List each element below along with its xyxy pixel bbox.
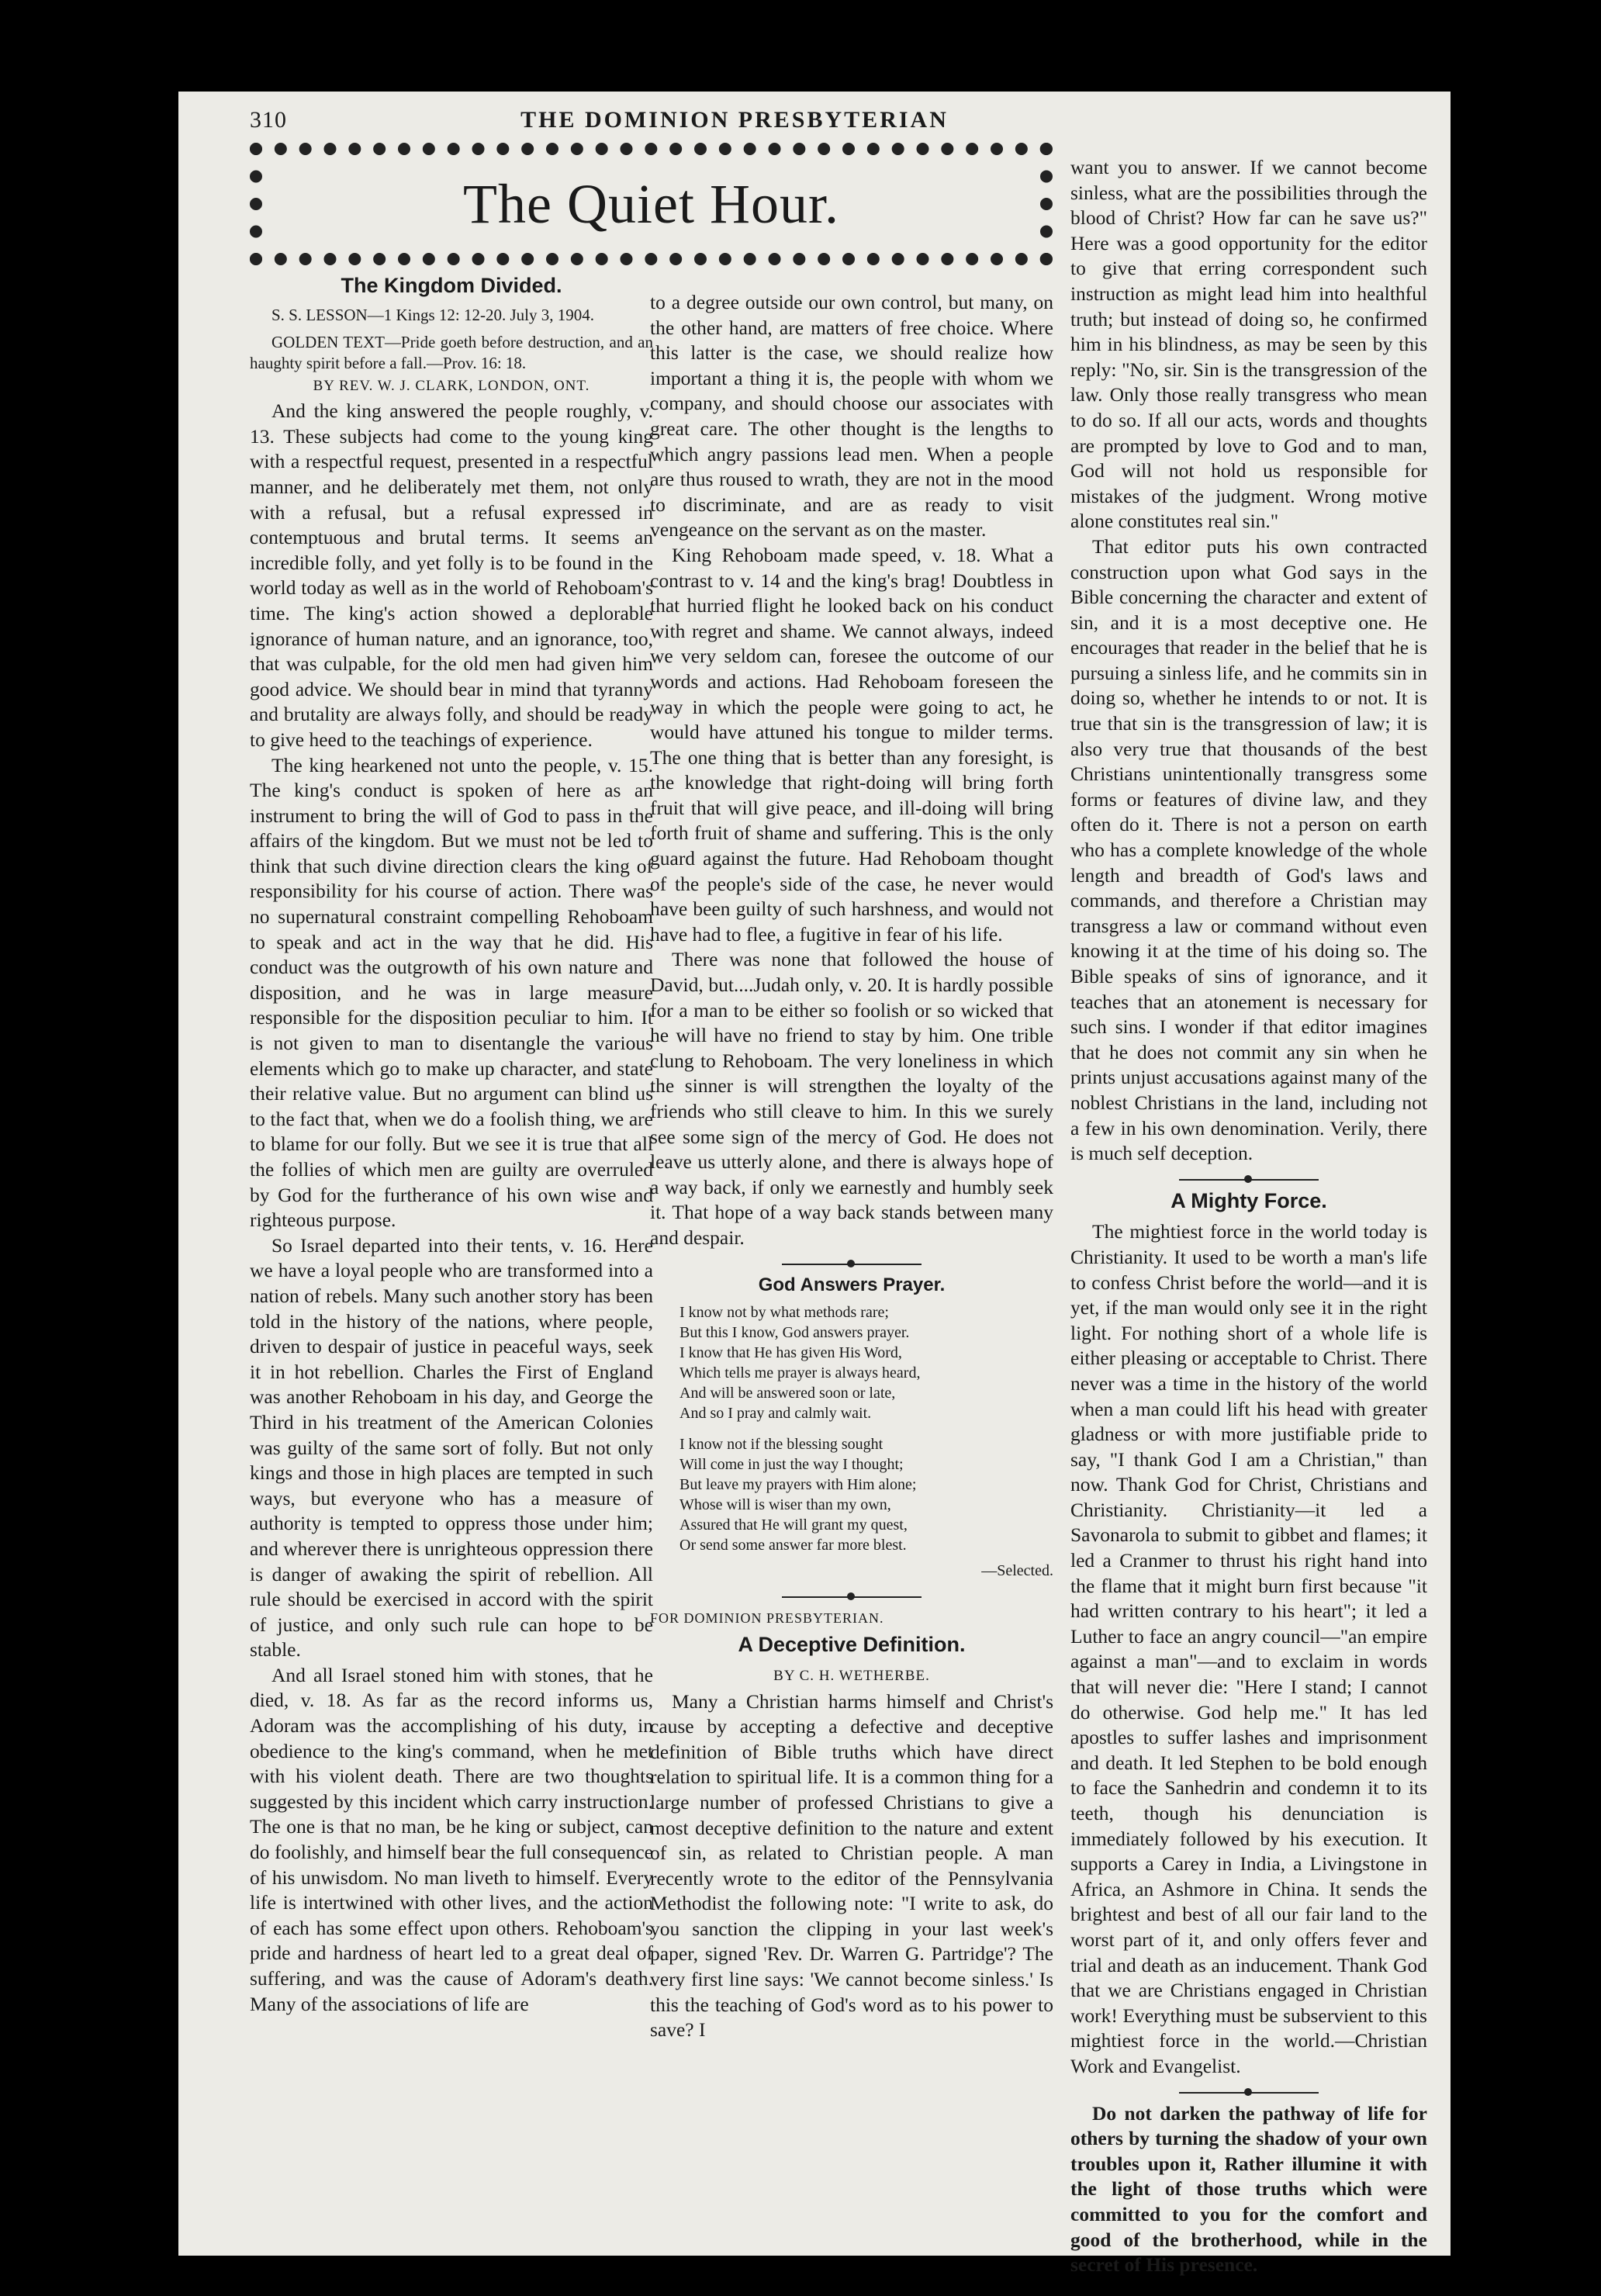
poem-line: But leave my prayers with Him alone; <box>679 1476 917 1494</box>
poem-line: Whose will is wiser than my own, <box>679 1496 891 1514</box>
paragraph: to a degree outside our own control, but many, on the other hand, are matters of free choice. Where this latter is the case, we should realize how important a thing it is, the people with whom we company, and should choose our associates with great care. The other thought is the lengths to which angry passions lead men. When a people are thus roused to wrath, they are not in the mood to discriminate, and are as ready to visit vengeance on the servant as on the master. <box>650 291 1053 541</box>
article-kicker: FOR DOMINION PRESBYTERIAN. <box>650 1610 884 1626</box>
byline-wetherbe: BY C. H. WETHERBE. <box>773 1667 930 1684</box>
paragraph: There was none that followed the house of David, but....Judah only, v. 20. It is hardly possible for a man to be either so foolish or so wicked that he will have no friend to stay by him. One trible clung to Rehoboam. The very loneliness in which the sinner is will strengthen the loyalty of the friends who still cleave to him. In this we surely see some sign of the mercy of God. He does not leave us utterly alone, and there is always hope of a way back, if only we earnestly and humbly seek it. That hope of a way back stands between many and despair. <box>650 948 1053 1249</box>
poem-line: And so I pray and calmly wait. <box>679 1405 872 1423</box>
column-3 <box>1070 155 1427 2278</box>
paragraph: Many a Christian harms himself and Christ's cause by accepting a defective and deceptive definition of Bible truths which have direct relation to spiritual life. It is a common thing for a large number of professed Christians to give a most deceptive definition to the nature and extent of sin, as related to Christian people. A man recently wrote to the editor of the Pennsylvania Methodist the following note: "I write to ask, do you sanction the clipping in your last week's paper, signed 'Rev. Dr. Warren G. Partridge'? The very first line says: 'We cannot become sinless.' Is this the teaching of God's word as to his power to save? I <box>650 1689 1053 2042</box>
poem-line: Assured that He will grant my quest, <box>679 1516 908 1534</box>
masthead: THE DOMINION PRESBYTERIAN <box>520 107 949 133</box>
closing-note: Do not darken the pathway of life for others by turning the shadow of your own troubles upon it, Rather illumine it with the light of those truths which were committed to you for the comfort and good of the brotherhood, while in the secret of His presence. <box>1070 2101 1427 2277</box>
divider <box>1179 1179 1319 1181</box>
paragraph: The mightiest force in the world today is Christianity. It used to be worth a man's life to confess Christ before the world—and it is yet, if the man would only see it in the right light. For nothing short of a whole life is either pleasing or acceptable to Christ. There never was a time in the history of the world when a man could lift his head with greater gladness or with more justifiable pride to say, "I thank God I am a Christian," than now. Thank God for Christ, Christians and Christianity. Christianity—it led a Savonarola to submit to gibbet and flames; it led a Cranmer to thrust his right hand into the flame that it might burn first because "it had written contrary to his heart"; it led a Luther to face an angry council—"an empire against a man"—and to exclaim in words that will never die: "Here I stand; I cannot do otherwise. God help me." It has led apostles to suffer lashes and imprisonment and death. It led Stephen to be bold enough to face the Sanhedrin and condemn it to its teeth, though his denunciation is immediately followed by his execution. It supports a Carey in India, a Livingstone in Africa, an Ashmore in China. It sends the brightest and best of all our fair land to the worst part of it, and only offers fever and trial and death as an inducement. Thank God that we are Christians engaged in Christian work! Everything must be subservient to this mightiest force in the world.—Christian Work and Evangelist. <box>1070 1220 1427 2077</box>
column-2 <box>650 290 1053 2043</box>
paragraph: So Israel departed into their tents, v. 16. Here we have a loyal people who are transformed into a nation of rebels. Many such another story has been told in the history of the nations, where people, driven to despair of justice in peaceful ways, seek it in hot rebellion. Charles the First of England was another Rehoboam in his day, and George the Third in his treatment of the American Colonies was guilty of the same sort of folly. But not only kings and those in high places are tempted in such ways, but everyone who has a measure of authority is tempted to oppress those under him; and wherever there is unrighteous oppression there is danger of awaking the spirit of rebellion. All rule should be exercised in accord with the spirit of justice, and only such rule can hope to be stable. <box>250 1233 653 1661</box>
poem-title: God Answers Prayer. <box>758 1274 946 1295</box>
article-title-mighty-force: A Mighty Force. <box>1170 1188 1327 1212</box>
poem-line: Or send some answer far more blest. <box>679 1537 907 1554</box>
poem-line: And will be answered soon or late, <box>679 1385 896 1402</box>
poem-signature: —Selected. <box>981 1562 1053 1580</box>
poem-line: Will come in just the way I thought; <box>679 1456 904 1474</box>
poem-line: I know that He has given His Word, <box>679 1344 902 1362</box>
paragraph: King Rehoboam made speed, v. 18. What a contrast to v. 14 and the king's brag! Doubtless in that hurried flight he looked back on his conduct with regret and shame. We cannot always, indeed we very seldom can, foresee the outcome of our words and actions. Had Rehoboam foreseen the way in which the people were going to act, he would have attuned his tongue to milder terms. The one thing that is better than any foresight, is the knowledge that right-doing will bring forth fruit that will give peace, and ill-doing will bring forth fruit of shame and suffering. This is the only guard against the future. Had Rehoboam thought of the people's side of the case, he never would have been guilty of such harshness, and would not have had to flee, a fugitive in fear of his life. <box>650 543 1053 946</box>
paragraph: That editor puts his own contracted construction upon what God says in the Bible concerning the character and extent of sin, and it is a most deceptive one. He encourages that reader in the belief that he is pursuing a sinless life, and he commits sin in doing so, whether he intends to or not. It is true that sin is the transgression of law; it is also very true that thousands of the best Christians unintentionally transgress some forms or features of divine law, and they often do it. There is not a person on earth who has a complete knowledge of the whole length and breadth of God's laws and commands, and therefore a Christian may transgress a law or command without even knowing it at the time of his doing so. The Bible speaks of sins of ignorance, and it teaches that an atonement is necessary for such sins. I wonder if that editor imagines that he does not commit any sin when he prints unjust accusations against many of the noblest Christians in the land, including not a few in his own denomination. Verily, there is much self deception. <box>1070 534 1427 1165</box>
golden-text: GOLDEN TEXT—Pride goeth before destruction, and an haughty spirit before a fall.—Prov. 16: 18. <box>250 332 653 372</box>
byline-clark: BY REV. W. J. CLARK, LONDON, ONT. <box>313 377 590 394</box>
lesson-ref: S. S. LESSON—1 Kings 12: 12-20. July 3, 1904. <box>271 305 594 324</box>
column-1 <box>250 268 653 2017</box>
divider <box>782 1596 922 1598</box>
section-title: The Quiet Hour. <box>463 172 839 235</box>
page-number: 310 <box>250 107 287 133</box>
page-header <box>250 101 1219 140</box>
divider <box>782 1264 922 1265</box>
article-title-kingdom: The Kingdom Divided. <box>341 274 562 297</box>
paragraph: want you to answer. If we cannot become sinless, what are the possibilities through the blood of Christ? How far can he save us?" Here was a good opportunity for the editor to give that erring correspondent such instruction as might lead him into healthful truth; but instead of doing so, he confirmed him in his blindness, as may be seen by this reply: "No, sir. Sin is the transgression of the law. Only those really transgress who mean to do so. If all our acts, words and thoughts are prompted by love to God and to man, God will not hold us responsible for mistakes of the judgment. Wrong motive alone constitutes real sin." <box>1070 156 1427 533</box>
divider <box>1179 2092 1319 2094</box>
poem-line: I know not if the blessing sought <box>679 1436 883 1454</box>
poem-line: But this I know, God answers prayer. <box>679 1324 910 1342</box>
paragraph: And all Israel stoned him with stones, that he died, v. 18. As far as the record informs us, Adoram was the accomplishing of his duty, in obedience to the king's command, when he met with his violent death. There are two thoughts suggested by this incident which carry instruction. The one is that no man, be he king or subject, can do foolishly, and himself bear the full consequence of his unwisdom. No man liveth to himself. Every life is intertwined with other lives, and the action of each has some effect upon others. Rehoboam's pride and hardness of heart led to a great deal of suffering, and was the cause of Adoram's death. Many of the associations of life are <box>250 1663 653 2015</box>
article-title-deceptive: A Deceptive Definition. <box>738 1633 966 1657</box>
poem <box>650 1302 1053 1555</box>
paragraph: The king hearkened not unto the people, v. 15. The king's conduct is spoken of here as an instrument to bring the will of God to pass in the affairs of the kingdom. But we must not be led to think that such divine direction clears the king of responsibility for his course of action. There was no supernatural constraint compelling Rehoboam to speak and act in the way that he did. His conduct was the outgrowth of his own nature and disposition, and he was in large measure responsible for the disposition peculiar to him. It is not given to man to disentangle the various elements which go to make up character, and state their relative value. But no argument can blind us to the fact that, when we do a foolish thing, we are to blame for our folly. But we see it is true that all the follies of which men are guilty are overruled by God for the furtherance of his own wise and righteous purpose. <box>250 753 653 1232</box>
section-banner <box>250 143 1053 265</box>
poem-line: Which tells me prayer is always heard, <box>679 1364 921 1382</box>
paragraph: And the king answered the people roughly, v. 13. These subjects had come to the young king with a respectful request, presented in a respectful manner, and he deliberately met them, not only with a refusal, but a refusal expressed in contemptuous and brutal terms. It seems an incredible folly, and yet folly is to be found in the world today as well as in the world of Rehoboam's time. The king's action showed a deplorable ignorance of human nature, and an ignorance, too, that was culpable, for the old men had given him good advice. We should bear in mind that tyranny and brutality are always folly, and should be ready to give heed to the teachings of experience. <box>250 399 653 751</box>
poem-line: I know not by what methods rare; <box>679 1304 889 1322</box>
newspaper-page <box>178 92 1451 2277</box>
